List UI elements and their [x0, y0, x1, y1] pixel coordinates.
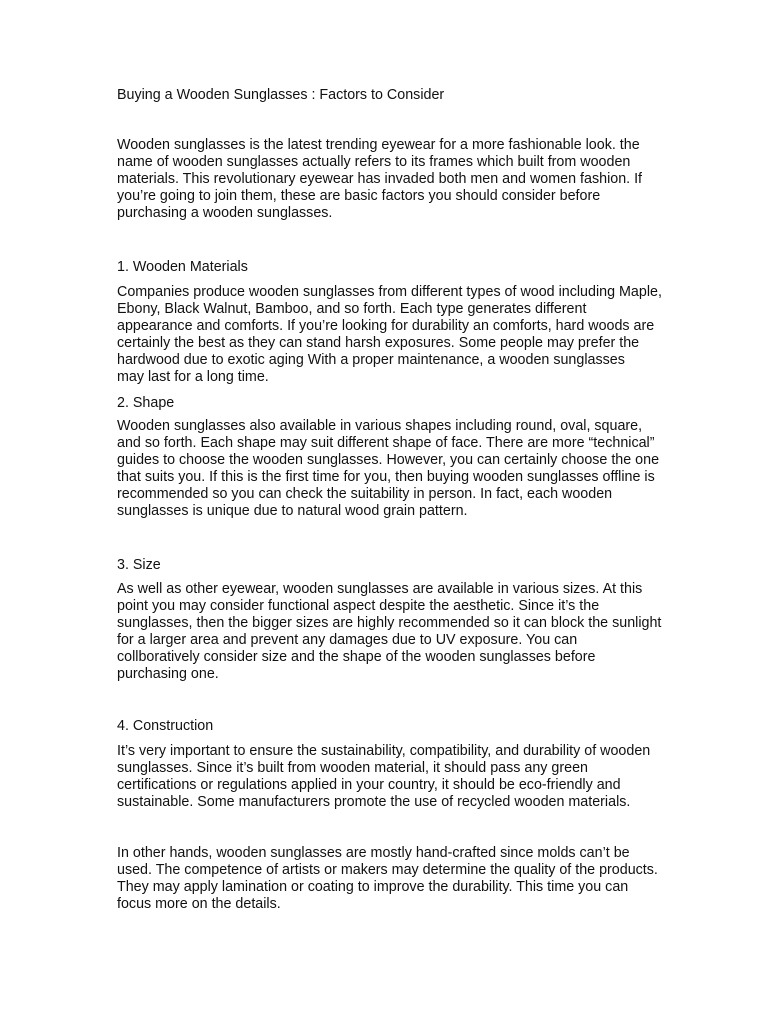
- paragraph-line: certainly the best as they can stand harsh exposures. Some people may prefer the: [117, 335, 640, 352]
- paragraph-line: hardwood due to exotic aging With a proper maintenance, a wooden sunglasses: [117, 352, 625, 369]
- paragraph-line: recommended so you can check the suitability in person. In fact, each wooden: [117, 486, 613, 503]
- paragraph-line: and so forth. Each shape may suit different shape of face. There are more “technical”: [117, 435, 655, 452]
- paragraph-line: sunglasses. Since it’s built from wooden material, it should pass any green: [117, 760, 588, 777]
- paragraph-line: As well as other eyewear, wooden sunglasses are available in various sizes. At this: [117, 581, 643, 597]
- paragraph-line: appearance and comforts. If you’re looking for durability an comforts, hard woods are: [117, 318, 655, 335]
- closing-paragraph: [117, 845, 677, 913]
- paragraph-line: guides to choose the wooden sunglasses. However, you can certainly choose the one: [117, 452, 660, 469]
- paragraph-line: sunglasses, then the bigger sizes are highly recommended so it can block the sunlight: [117, 615, 662, 632]
- paragraph-line: It’s very important to ensure the sustainability, compatibility, and durability of wooden: [117, 743, 651, 759]
- section-paragraph-construction: [117, 743, 677, 811]
- paragraph-line: Wooden sunglasses also available in various shapes including round, oval, square,: [117, 418, 643, 434]
- paragraph-line: In other hands, wooden sunglasses are mostly hand-crafted since molds can’t be: [117, 845, 630, 861]
- paragraph-line: focus more on the details.: [117, 896, 281, 913]
- intro-line: you’re going to join them, these are basic factors you should consider before: [117, 188, 601, 205]
- paragraph-line: point you may consider functional aspect despite the aesthetic. Since it’s the: [117, 598, 600, 615]
- paragraph-line: certifications or regulations applied in your country, it should be eco-friendly and: [117, 777, 621, 794]
- section-paragraph-wooden-materials: [117, 284, 677, 387]
- section-heading-construction: 4. Construction: [117, 718, 214, 734]
- intro-line: name of wooden sunglasses actually refers to its frames which built from wooden: [117, 154, 631, 171]
- document-title: Buying a Wooden Sunglasses : Factors to Consider: [117, 87, 445, 103]
- intro-line: Wooden sunglasses is the latest trending eyewear for a more fashionable look. the: [117, 137, 640, 153]
- paragraph-line: purchasing one.: [117, 666, 219, 683]
- paragraph-line: used. The competence of artists or makers may determine the quality of the products.: [117, 862, 658, 879]
- section-paragraph-size: [117, 581, 677, 684]
- section-heading-shape: 2. Shape: [117, 395, 175, 411]
- paragraph-line: sunglasses is unique due to natural wood grain pattern.: [117, 503, 468, 520]
- intro-line: materials. This revolutionary eyewear has invaded both men and women fashion. If: [117, 171, 643, 188]
- paragraph-line: sustainable. Some manufacturers promote the use of recycled wooden materials.: [117, 794, 631, 811]
- section-heading-wooden-materials: 1. Wooden Materials: [117, 259, 248, 275]
- paragraph-line: They may apply lamination or coating to improve the durability. This time you can: [117, 879, 629, 896]
- section-heading-size: 3. Size: [117, 557, 161, 573]
- paragraph-line: Ebony, Black Walnut, Bamboo, and so forth. Each type generates different: [117, 301, 587, 318]
- paragraph-line: may last for a long time.: [117, 369, 269, 386]
- paragraph-line: that suits you. If this is the first time for you, then buying wooden sunglasses offline is: [117, 469, 655, 486]
- paragraph-line: for a larger area and prevent any damages due to UV exposure. You can: [117, 632, 578, 649]
- paragraph-line: Companies produce wooden sunglasses from different types of wood including Maple,: [117, 284, 662, 300]
- section-paragraph-shape: [117, 418, 677, 521]
- paragraph-line: collboratively consider size and the shape of the wooden sunglasses before: [117, 649, 596, 666]
- intro-line: purchasing a wooden sunglasses.: [117, 205, 333, 222]
- intro-paragraph: [117, 137, 677, 222]
